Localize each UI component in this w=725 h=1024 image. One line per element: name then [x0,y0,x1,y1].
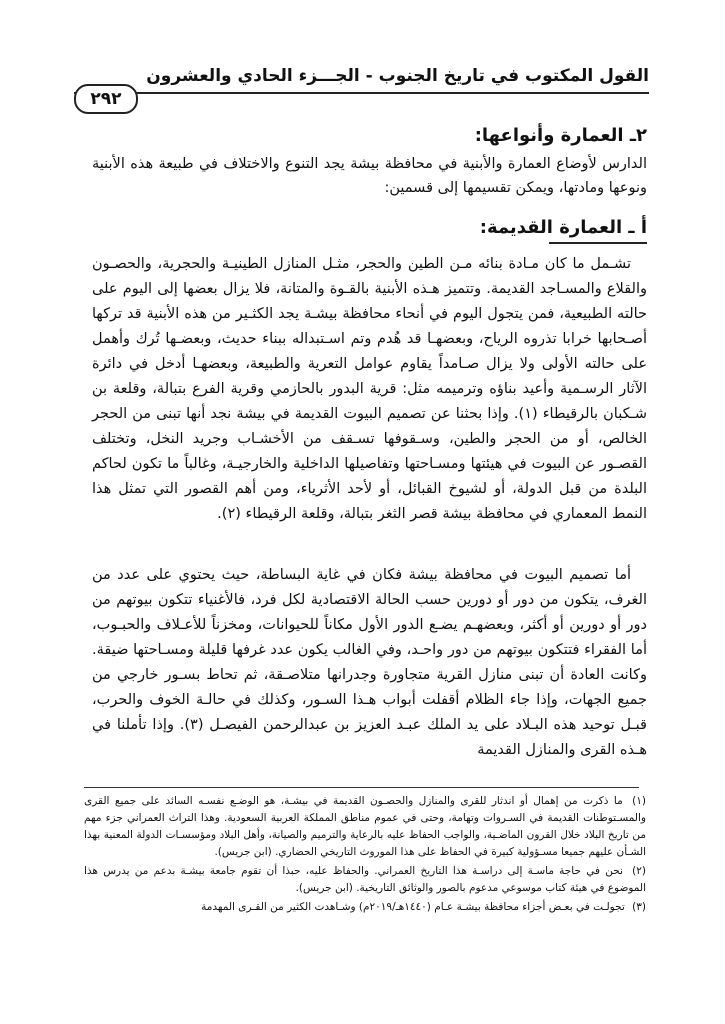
footnote [84,793,646,861]
running-title: القول المكتوب في تاريخ الجنوب - الجـــزء الحادي والعشرون [146,66,649,86]
footnote [84,899,646,916]
page-header [74,62,649,108]
footnotes [84,793,646,918]
footnote-text: نحن في حاجة ماسـة إلى دراسـة هذا التاريخ العمراني. والحفاظ عليه، حبذا أن تقوم جامعة بيشـة بدعم من يدرس هذا الموضوع في هيئة كتاب موسوعي مدعوم بالصور والوثائق التاريخية. (ابن جريس). [84,865,646,894]
footnote [84,863,646,897]
footnote-text: ما ذكرت من إهمال أو اندثار للقرى والمنازل والحصـون القديمة في بيشـة، هو الوضـع نفسـه السائد على جميع القرى والمسـتوطنات القديمة في السـروات وتهامة، وحتى في عموم مناطق المملكة العربية السعودية. وهذا التراث العمراني جزء مهم من تاريخ البلاد خلال القرون الماضـية، والواجب الحفاظ عليه بالرعاية والترميم والصيانة، وأهل البلاد ومؤسسـات الدولة المعنية بهذا الشـأن عليهم جميعا مسـؤولية كبيرة في الحفاظ على هذا الموروث التاريخي الحضاري. (ابن جريس). [84,795,646,858]
subsection-heading-underline [549,242,647,244]
footnote-number: (١) [632,795,646,807]
footnote-text: تجولـت في بعـض أجزاء محافظة بيشـة عـام (١٤٤٠هـ/٢٠١٩م) وشـاهدت الكثير من القـرى المهدمة [201,901,625,913]
section-heading: ٢ـ العمارة وأنواعها: [474,125,647,146]
section-intro-paragraph: الدارس لأوضاع العمارة والأبنية في محافظة بيشة يجد التنوع والاختلاف في طبيعة هذه الأبنية ونوعها ومادتها، ويمكن تقسيمها إلى قسمين: [92,156,647,196]
header-rule [74,92,649,94]
page-number: ٢٩٢ [74,84,138,114]
footnote-separator [84,787,639,788]
body-paragraph: أما تصميم البيوت في محافظة بيشة فكان في غاية البساطة، حيث يحتوي على عدد من الغرف، يتكون من دور أو دورين حسب الحالة الاقتصادية لكل فرد، فالأغنياء تتكون بيوتهم من دور أو دورين أو أكثر، وبعضهـم يضـع الدور الأول مكاناً للحيوانات، ومخزناً للأعـلاف والحبـوب، أما الفقراء فتتكون بيوتهم من دور واحـد، وفي الغالب يكون عدد غرفها قليلة ومسـاحتها ضيقة. وكانت العادة أن تبنى منازل القرية متجاورة وجدرانها متلاصـقة، ثم تحاط بسـور خارجي من جميع الجهات، وإذا جاء الظلام أقفلت أبواب هـذا السـور، وكذلك في حالـة الخوف والحرب، قبـل توحيد هذه البـلاد على يد الملك عبـد العزيز بن عبدالرحمن الفيصـل (٣). وإذا تأملنا في هـذه القرى والمنازل القديمة [92,567,647,758]
subsection-heading: أ ـ العمارة القديمة: [479,217,647,238]
footnote-number: (٣) [632,901,646,913]
body-paragraph: تشـمل ما كان مـادة بنائه مـن الطين والحجر، مثـل المنازل الطينيـة والحجرية، والحصـون والقلاع والمسـاجد القديمة. وتتميز هـذه الأبنية بالقـوة والمتانة، فلا يزال بعضها إلى اليوم على حالته الطبيعية، فمن يتجول اليوم في أنحاء محافظة بيشـة يجد الكثـير من هذه الأبنية قد تركها أصـحابها خرابا تذروه الرياح، وبعضهـا قد هُدم وتم اسـتبداله ببناء حديث، وبعضـها تُرك وأهمل على حالته الأولى ولا يزال صـامداً يقاوم عوامل التعرية والطبيعة، وبعضهـا أدخل في دائرة الآثار الرسـمية وأعيد بناؤه وترميمه مثل: قرية البدور بالحازمي وقرية الفرع بتبالة، وقلعة بن شـكبان بالرقيطاء (١). وإذا بحثنا عن تصميم البيوت القديمة في بيشة نجد أنها تبنى من الحجر الخالص، أو من الحجر والطين، وسـقوفها تسـقف من الأخشـاب وجريد النخل، وتختلف القصـور عن البيوت في هيئتها ومسـاحتها وتفاصيلها الداخلية والخارجيـة، وغالباً ما تكون لحاكم البلدة من قبل الدولة، أو لشيوخ القبائل، أو لأحد الأثرياء، ومن أهم القصور التي تمثل هذا النمط المعماري في محافظة بيشة قصر الثغر بتبالة، وقلعة الرقيطاء (٢). [92,256,647,522]
footnote-number: (٢) [632,865,646,877]
